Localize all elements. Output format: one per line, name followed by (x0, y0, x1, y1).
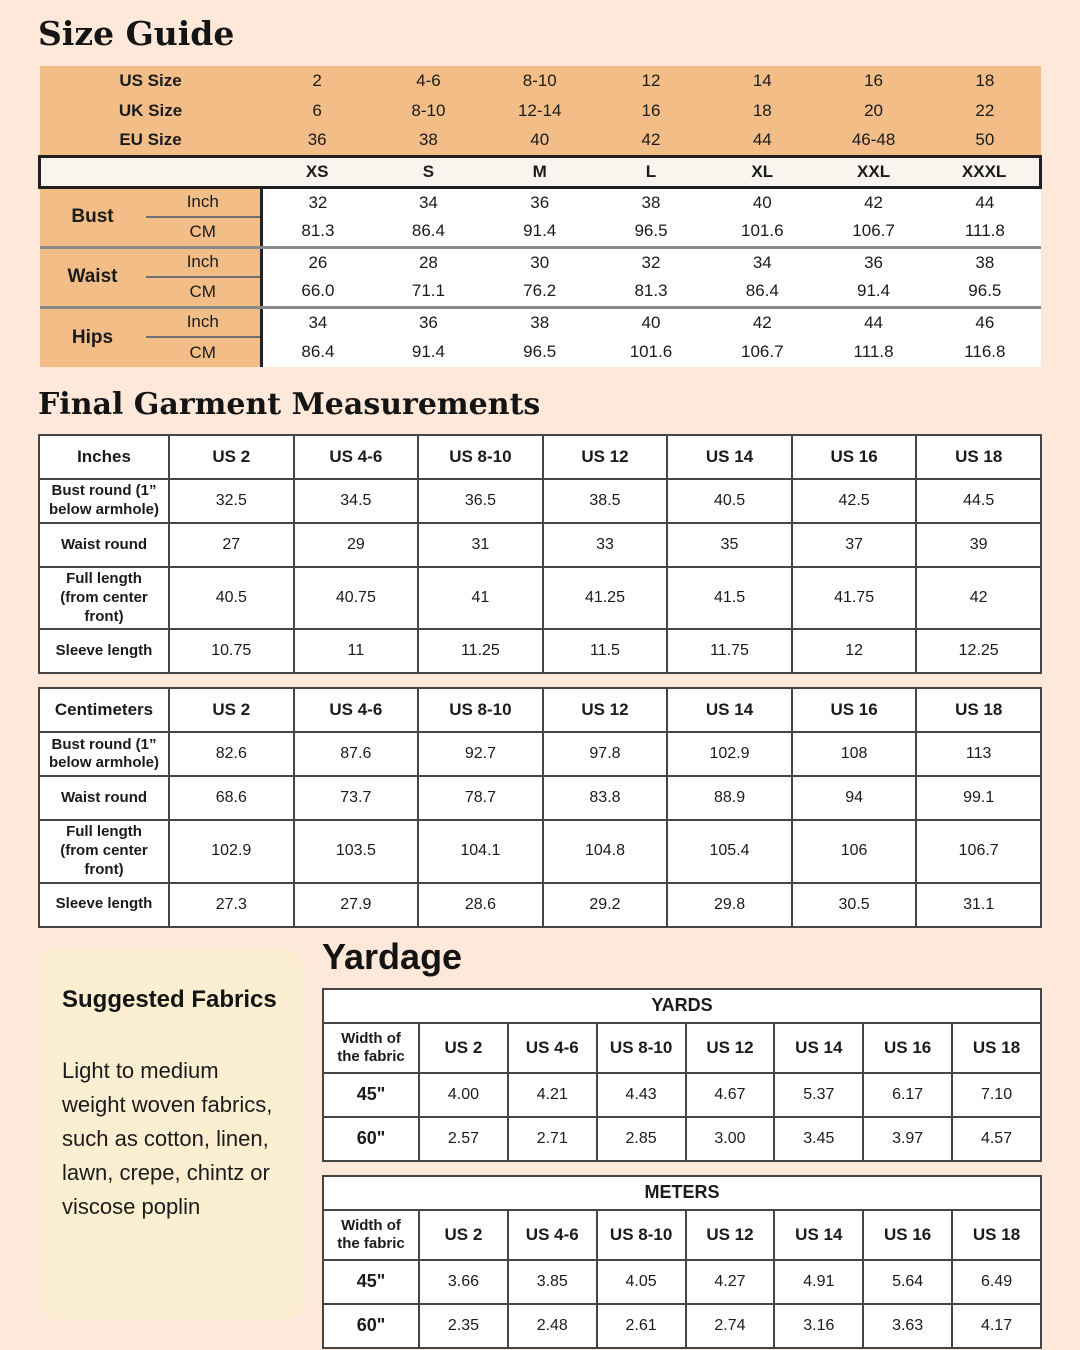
measure-cell: 32 (262, 187, 373, 217)
table-row (39, 883, 1041, 927)
measure-cell: 44 (929, 187, 1040, 217)
eu-size-row (40, 126, 1041, 156)
cell: 108 (792, 732, 917, 776)
table-row (39, 567, 1041, 629)
measure-cell: 96.5 (595, 217, 706, 247)
measure-cell: 32 (595, 247, 706, 277)
cell: 97.8 (543, 732, 668, 776)
cell: 41 (418, 567, 543, 629)
yards-header-row (323, 989, 1041, 1023)
measure-cell: 111.8 (818, 337, 929, 367)
cell: 3.97 (863, 1117, 952, 1161)
cell: 102.9 (169, 820, 294, 882)
measure-cell: 36 (373, 307, 484, 337)
table-row (39, 776, 1041, 820)
cell: 83.8 (543, 776, 668, 820)
size-cell: 12 (595, 66, 706, 96)
size-cell: 8-10 (484, 66, 595, 96)
cell: 11.5 (543, 629, 668, 673)
cell: 42 (916, 567, 1041, 629)
cell: 3.85 (508, 1260, 597, 1304)
column-header: US 14 (774, 1210, 863, 1260)
cell: 27.9 (294, 883, 419, 927)
waist-inch-row (40, 247, 1041, 277)
uk-size-row (40, 96, 1041, 126)
column-header: US 12 (543, 688, 668, 732)
size-cell: 40 (484, 126, 595, 156)
cell: 6.17 (863, 1073, 952, 1117)
measure-cell: 101.6 (595, 337, 706, 367)
cell: 4.43 (597, 1073, 686, 1117)
garment-inches-header-row (39, 435, 1041, 479)
table-row (39, 732, 1041, 776)
size-cell: 22 (929, 96, 1040, 126)
yardage-title: Yardage (322, 935, 463, 977)
fabric-width-label: 45" (323, 1073, 419, 1117)
row-label: Bust round (1” below armhole) (39, 732, 169, 776)
measure-cell: 111.8 (929, 217, 1040, 247)
cell: 82.6 (169, 732, 294, 776)
cell: 31.1 (916, 883, 1041, 927)
cell: 2.74 (686, 1304, 775, 1348)
column-header: US 4-6 (508, 1210, 597, 1260)
cell: 10.75 (169, 629, 294, 673)
cm-unit-label: CM (146, 277, 262, 307)
cell: 29 (294, 523, 419, 567)
cell: 32.5 (169, 479, 294, 523)
inch-unit-label: Inch (146, 247, 262, 277)
measure-cell: 86.4 (262, 337, 373, 367)
cm-unit-label: CM (146, 337, 262, 367)
size-cell: 6 (262, 96, 373, 126)
cell: 3.66 (419, 1260, 508, 1304)
cell: 94 (792, 776, 917, 820)
cell: 78.7 (418, 776, 543, 820)
yards-columns-row (323, 1023, 1041, 1073)
cell: 35 (667, 523, 792, 567)
cell: 104.8 (543, 820, 668, 882)
cell: 11.75 (667, 629, 792, 673)
column-header: US 2 (169, 435, 294, 479)
cell: 3.63 (863, 1304, 952, 1348)
cell: 106 (792, 820, 917, 882)
table-row (39, 629, 1041, 673)
size-cell: 14 (707, 66, 818, 96)
inch-unit-label: Inch (146, 307, 262, 337)
column-header: US 2 (419, 1210, 508, 1260)
measure-cell: 106.7 (707, 337, 818, 367)
table-row (39, 523, 1041, 567)
cell: 3.16 (774, 1304, 863, 1348)
column-header: US 14 (667, 688, 792, 732)
waist-label: Waist (40, 247, 146, 307)
width-of-fabric-label: Width of the fabric (323, 1023, 419, 1073)
cell: 2.61 (597, 1304, 686, 1348)
column-header: US 18 (916, 435, 1041, 479)
cell: 11.25 (418, 629, 543, 673)
cell: 6.49 (952, 1260, 1041, 1304)
size-cell: 20 (818, 96, 929, 126)
garment-centimeters-table (38, 687, 1042, 927)
measure-cell: 34 (707, 247, 818, 277)
yards-table (322, 988, 1042, 1162)
measure-cell: 38 (595, 187, 706, 217)
suggested-fabrics-text: Light to medium weight woven fabrics, such as cotton, linen, lawn, crepe, chintz or viscose poplin (62, 1057, 273, 1219)
meters-table (322, 1175, 1042, 1349)
column-header: US 4-6 (294, 435, 419, 479)
measure-cell: 40 (707, 187, 818, 217)
column-header: US 8-10 (418, 688, 543, 732)
row-label: Bust round (1” below armhole) (39, 479, 169, 523)
column-header: US 12 (543, 435, 668, 479)
waist-cm-row (40, 277, 1041, 307)
letter-size-cell: XXL (818, 156, 929, 187)
measure-cell: 40 (595, 307, 706, 337)
cell: 29.8 (667, 883, 792, 927)
unit-header: Centimeters (39, 688, 169, 732)
letter-size-cell: M (484, 156, 595, 187)
size-cell: 18 (929, 66, 1040, 96)
eu-size-label: EU Size (40, 126, 262, 156)
suggested-fabrics-panel (38, 948, 305, 1320)
cell: 41.25 (543, 567, 668, 629)
cell: 87.6 (294, 732, 419, 776)
garment-cm-header-row (39, 688, 1041, 732)
hips-cm-row (40, 337, 1041, 367)
letter-size-cell: S (373, 156, 484, 187)
size-cell: 46-48 (818, 126, 929, 156)
measure-cell: 71.1 (373, 277, 484, 307)
size-cell: 42 (595, 126, 706, 156)
measure-cell: 81.3 (595, 277, 706, 307)
row-label: Waist round (39, 776, 169, 820)
column-header: US 18 (916, 688, 1041, 732)
fabric-width-label: 60" (323, 1304, 419, 1348)
cell: 105.4 (667, 820, 792, 882)
row-label: Sleeve length (39, 629, 169, 673)
cell: 2.85 (597, 1117, 686, 1161)
cell: 29.2 (543, 883, 668, 927)
cell: 88.9 (667, 776, 792, 820)
measure-cell: 36 (484, 187, 595, 217)
bust-inch-row (40, 187, 1041, 217)
table-row (323, 1260, 1041, 1304)
cell: 41.75 (792, 567, 917, 629)
inch-unit-label: Inch (146, 187, 262, 217)
cell: 99.1 (916, 776, 1041, 820)
cell: 4.21 (508, 1073, 597, 1117)
measure-cell: 86.4 (707, 277, 818, 307)
cell: 37 (792, 523, 917, 567)
unit-header: Inches (39, 435, 169, 479)
table-row (39, 479, 1041, 523)
table-row (323, 1117, 1041, 1161)
cell: 4.17 (952, 1304, 1041, 1348)
garment-inches-table (38, 434, 1042, 674)
cell: 40.5 (667, 479, 792, 523)
size-cell: 18 (707, 96, 818, 126)
meters-header: METERS (323, 1176, 1041, 1210)
cell: 4.05 (597, 1260, 686, 1304)
column-header: US 4-6 (508, 1023, 597, 1073)
cell: 12.25 (916, 629, 1041, 673)
cell: 2.35 (419, 1304, 508, 1348)
letter-size-cell: L (595, 156, 706, 187)
measure-cell: 46 (929, 307, 1040, 337)
us-size-label: US Size (40, 66, 262, 96)
size-cell: 4-6 (373, 66, 484, 96)
column-header: US 16 (792, 688, 917, 732)
cell: 33 (543, 523, 668, 567)
column-header: US 2 (169, 688, 294, 732)
column-header: US 16 (863, 1023, 952, 1073)
letter-sizes-row (40, 156, 1041, 187)
measure-cell: 36 (818, 247, 929, 277)
us-size-row (40, 66, 1041, 96)
cell: 4.00 (419, 1073, 508, 1117)
cell: 39 (916, 523, 1041, 567)
cell: 7.10 (952, 1073, 1041, 1117)
cell: 2.57 (419, 1117, 508, 1161)
size-guide-title: Size Guide (38, 14, 235, 53)
cell: 5.64 (863, 1260, 952, 1304)
column-header: US 12 (686, 1210, 775, 1260)
letter-size-cell: XXXL (929, 156, 1040, 187)
table-row (39, 820, 1041, 882)
column-header: US 12 (686, 1023, 775, 1073)
size-cell: 44 (707, 126, 818, 156)
measure-cell: 66.0 (262, 277, 373, 307)
cell: 92.7 (418, 732, 543, 776)
cell: 2.48 (508, 1304, 597, 1348)
letter-size-cell: XL (707, 156, 818, 187)
cell: 4.57 (952, 1117, 1041, 1161)
column-header: US 14 (667, 435, 792, 479)
measure-cell: 34 (262, 307, 373, 337)
suggested-fabrics-title: Suggested Fabrics (62, 985, 277, 1013)
letter-size-cell: XS (262, 156, 373, 187)
cell: 4.91 (774, 1260, 863, 1304)
column-header: US 2 (419, 1023, 508, 1073)
cell: 106.7 (916, 820, 1041, 882)
size-cell: 36 (262, 126, 373, 156)
fabric-width-label: 60" (323, 1117, 419, 1161)
cell: 36.5 (418, 479, 543, 523)
uk-size-label: UK Size (40, 96, 262, 126)
cell: 68.6 (169, 776, 294, 820)
measure-cell: 86.4 (373, 217, 484, 247)
column-header: US 18 (952, 1210, 1041, 1260)
cell: 34.5 (294, 479, 419, 523)
measure-cell: 116.8 (929, 337, 1040, 367)
fabric-width-label: 45" (323, 1260, 419, 1304)
cell: 44.5 (916, 479, 1041, 523)
cell: 103.5 (294, 820, 419, 882)
column-header: US 8-10 (418, 435, 543, 479)
size-cell: 16 (818, 66, 929, 96)
row-label: Full length (from center front) (39, 567, 169, 629)
bottom-section (38, 936, 1042, 1349)
measure-cell: 106.7 (818, 217, 929, 247)
cell: 104.1 (418, 820, 543, 882)
row-label: Full length (from center front) (39, 820, 169, 882)
measure-cell: 28 (373, 247, 484, 277)
cell: 73.7 (294, 776, 419, 820)
measure-cell: 96.5 (484, 337, 595, 367)
measure-cell: 42 (707, 307, 818, 337)
column-header: US 18 (952, 1023, 1041, 1073)
size-cell: 12-14 (484, 96, 595, 126)
measure-cell: 81.3 (262, 217, 373, 247)
cell: 27.3 (169, 883, 294, 927)
size-cell: 50 (929, 126, 1040, 156)
cell: 38.5 (543, 479, 668, 523)
cell: 3.45 (774, 1117, 863, 1161)
cm-unit-label: CM (146, 217, 262, 247)
letter-sizes-spacer (40, 156, 262, 187)
cell: 30.5 (792, 883, 917, 927)
row-label: Sleeve length (39, 883, 169, 927)
measure-cell: 76.2 (484, 277, 595, 307)
table-row (323, 1073, 1041, 1117)
cell: 4.67 (686, 1073, 775, 1117)
size-cell: 8-10 (373, 96, 484, 126)
column-header: US 14 (774, 1023, 863, 1073)
measure-cell: 34 (373, 187, 484, 217)
measure-cell: 101.6 (707, 217, 818, 247)
measure-cell: 30 (484, 247, 595, 277)
bust-label: Bust (40, 187, 146, 247)
column-header: US 4-6 (294, 688, 419, 732)
yardage-column (322, 936, 1042, 1349)
cell: 28.6 (418, 883, 543, 927)
size-cell: 38 (373, 126, 484, 156)
measure-cell: 38 (484, 307, 595, 337)
garment-measurements-title: Final Garment Measurements (38, 387, 541, 422)
width-of-fabric-label: Width of the fabric (323, 1210, 419, 1260)
cell: 12 (792, 629, 917, 673)
cell: 41.5 (667, 567, 792, 629)
size-guide-table (38, 66, 1042, 367)
size-cell: 16 (595, 96, 706, 126)
cell: 31 (418, 523, 543, 567)
cell: 42.5 (792, 479, 917, 523)
yards-header: YARDS (323, 989, 1041, 1023)
cell: 40.75 (294, 567, 419, 629)
measure-cell: 42 (818, 187, 929, 217)
measure-cell: 96.5 (929, 277, 1040, 307)
column-header: US 16 (792, 435, 917, 479)
column-header: US 8-10 (597, 1023, 686, 1073)
measure-cell: 91.4 (373, 337, 484, 367)
cell: 113 (916, 732, 1041, 776)
cell: 11 (294, 629, 419, 673)
measure-cell: 26 (262, 247, 373, 277)
size-cell: 2 (262, 66, 373, 96)
table-row (323, 1304, 1041, 1348)
row-label: Waist round (39, 523, 169, 567)
hips-inch-row (40, 307, 1041, 337)
cell: 5.37 (774, 1073, 863, 1117)
hips-label: Hips (40, 307, 146, 367)
column-header: US 8-10 (597, 1210, 686, 1260)
measure-cell: 44 (818, 307, 929, 337)
cell: 27 (169, 523, 294, 567)
cell: 3.00 (686, 1117, 775, 1161)
measure-cell: 91.4 (484, 217, 595, 247)
cell: 40.5 (169, 567, 294, 629)
cell: 4.27 (686, 1260, 775, 1304)
measure-cell: 38 (929, 247, 1040, 277)
meters-header-row (323, 1176, 1041, 1210)
bust-cm-row (40, 217, 1041, 247)
column-header: US 16 (863, 1210, 952, 1260)
meters-columns-row (323, 1210, 1041, 1260)
measure-cell: 91.4 (818, 277, 929, 307)
cell: 2.71 (508, 1117, 597, 1161)
cell: 102.9 (667, 732, 792, 776)
